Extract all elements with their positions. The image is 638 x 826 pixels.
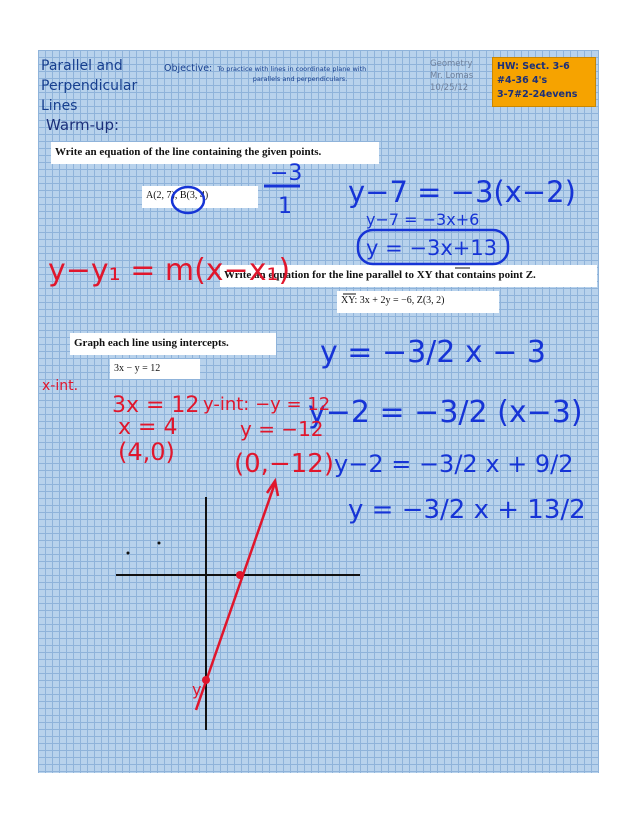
date: 10/25/12	[430, 83, 469, 93]
objective-text: To practice with lines in coordinate plane with	[217, 65, 367, 73]
y-intercept-dot	[202, 676, 210, 684]
objective-label: Objective:	[164, 63, 213, 74]
coordinate-circle	[172, 187, 204, 213]
homework-line: 3-7#2-24evens	[497, 89, 578, 100]
x-intercept-dot	[236, 571, 244, 579]
course-name: Geometry	[430, 59, 473, 69]
problem-1-points: A(2, 7), B(3, 4)	[142, 186, 258, 208]
y-intercept-label: y-int: −y = 12	[203, 394, 331, 415]
graph-label: y	[192, 680, 202, 699]
p2-answer: y = −3/2 x + 13/2	[348, 495, 586, 525]
notes-page	[38, 50, 599, 773]
p2-step-3: y−2 = −3/2 x + 9/2	[334, 450, 574, 478]
p1-step-2: y−7 = −3x+6	[366, 210, 480, 229]
p1-answer: y = −3x+13	[366, 236, 498, 260]
graphed-line	[196, 483, 275, 710]
objective-text: parallels and perpendiculars.	[252, 75, 348, 83]
point-slope-formula: y−y₁ = m(x−x₁)	[48, 253, 291, 288]
stray-dot	[158, 542, 161, 545]
problem-3-equation: 3x − y = 12	[110, 359, 200, 379]
slope-numerator: −3	[270, 161, 303, 186]
homework-line: HW: Sect. 3-6	[497, 61, 570, 72]
problem-1-instruction: Write an equation of the line containing the given points.	[51, 142, 379, 164]
y-intercept-point: (0,−12)	[234, 449, 334, 479]
homework-line: #4-36 4's	[497, 75, 548, 86]
slope-denominator: 1	[278, 194, 292, 219]
stray-dot	[127, 552, 130, 555]
x-intercept-step-1: 3x = 12	[112, 393, 200, 418]
x-intercept-label: x-int.	[42, 378, 79, 394]
y-intercept-step-1: y = −12	[240, 417, 324, 441]
x-intercept-step-2: x = 4	[118, 415, 178, 440]
title-line: Lines	[41, 98, 78, 114]
x-intercept-point: (4,0)	[118, 438, 175, 466]
title-line: Perpendicular	[41, 78, 138, 94]
p1-step-1: y−7 = −3(x−2)	[348, 175, 576, 209]
p2-step-1: y = −3/2 x − 3	[320, 335, 546, 370]
problem-2-instruction: Write an equation for the line parallel to XY that contains point Z.	[220, 265, 597, 287]
problem-2-given: XY: 3x + 2y = −6, Z(3, 2)	[337, 291, 499, 313]
p2-step-2: y−2 = −3/2 (x−3)	[308, 395, 583, 430]
warmup-label: Warm-up:	[46, 116, 120, 134]
teacher-name: Mr. Lomas	[430, 71, 474, 81]
handwriting-layer	[38, 50, 599, 773]
title-line: Parallel and	[41, 58, 123, 74]
problem-3-instruction: Graph each line using intercepts.	[70, 333, 276, 355]
